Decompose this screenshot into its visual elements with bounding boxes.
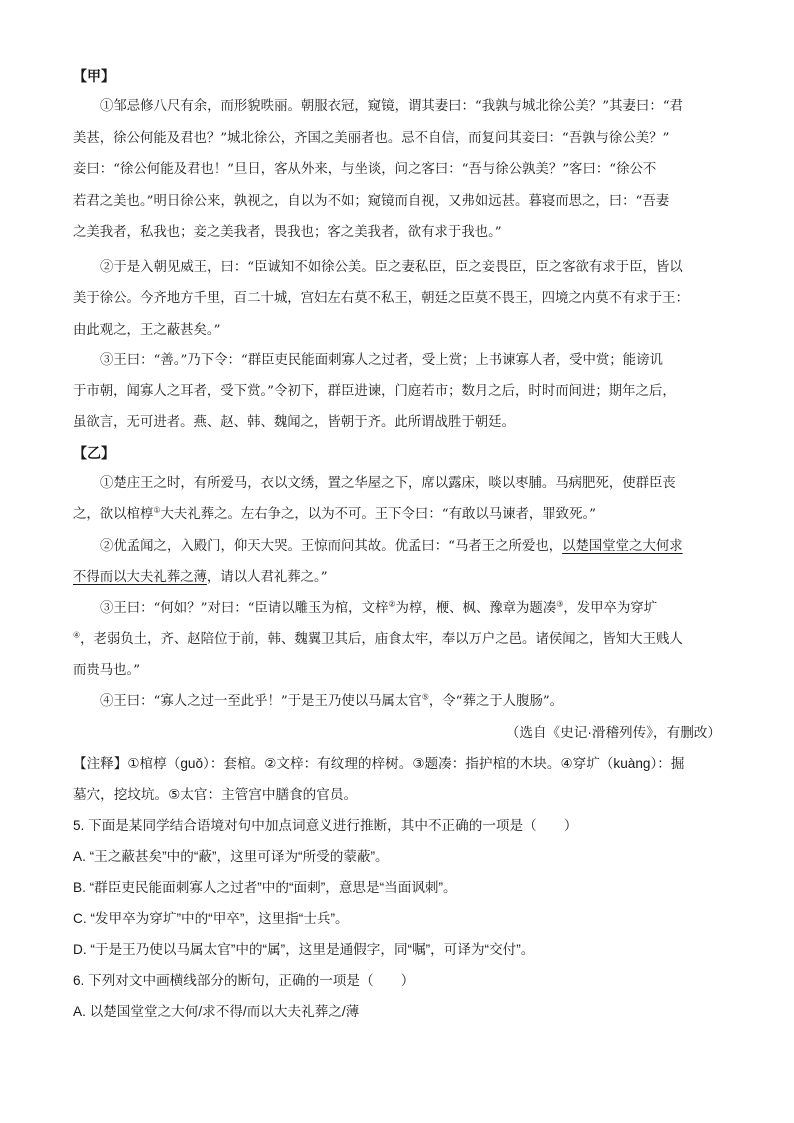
yi-text: ，发甲卒为穿圹 <box>563 601 658 616</box>
yi-text: ④王曰：“寡人之过一至此乎！”于是王乃使以马属太官 <box>100 694 422 709</box>
yi-p2-line <box>100 538 721 556</box>
yi-p3-line <box>100 600 721 618</box>
heading-yi: 【乙】 <box>73 446 115 462</box>
yi-text: ，令“葬之于人腹肠”。 <box>428 694 564 709</box>
yi-p3-line: 而贵马也。” <box>73 663 141 678</box>
jia-p2-line: 美于徐公。今齐地方千里，百二十城，宫妇左右莫不私王，朝廷之臣莫不畏王，四境之内莫不有求于王： <box>73 291 689 306</box>
jia-p1-line: 美甚，徐公何能及君也？”城北徐公，齐国之美丽者也。忌不自信，而复问其妾曰：“吾孰与徐公美？” <box>73 131 670 146</box>
jia-p2-line: 由此观之，王之蔽甚矣。” <box>73 323 221 338</box>
question-stem: 5. 下面是某同学结合语境对句中加点词意义进行推断，其中不正确的一项是（ ） <box>73 818 578 833</box>
yi-text: ③王曰：“何如？”对曰：“臣请以雕玉为棺，文梓 <box>100 601 389 616</box>
question-stem: 6. 下列对文中画横线部分的断句，正确的一项是（ ） <box>73 973 415 988</box>
yi-text: 大夫礼葬之。左右争之，以为不可。王下令曰：“有敢以马谏者，罪致死。” <box>160 507 597 522</box>
underlined-sentence: 不得而以大夫礼葬之薄 <box>73 570 207 585</box>
yi-p1-line <box>73 506 721 524</box>
heading-jia: 【甲】 <box>73 69 115 85</box>
jia-p3-line: 于市朝，闻寡人之耳者，受下赏。”令初下，群臣进谏，门庭若市；数月之后，时时而间进；期年之后， <box>73 384 676 399</box>
footnote-marker: ② <box>388 600 396 609</box>
yi-text: 为椁，楩、枫、豫章为题凑 <box>395 601 557 616</box>
jia-p3-line: 虽欲言，无可进者。燕、赵、韩、魏闻之，皆朝于齐。此所谓战胜于朝廷。 <box>73 415 515 430</box>
option-b: B. “群臣吏民能面刺寡人之过者”中的“面刺”，意思是“当面讽刺”。 <box>73 880 457 895</box>
jia-p3-line: ③王曰：“善。”乃下令：“群臣吏民能面刺寡人之过者，受上赏；上书谏寡人者，受中赏；能谤讥 <box>100 353 663 368</box>
yi-p1-line: ①楚庄王之时，有所爱马，衣以文绣，置之华屋之下，席以露床，啖以枣脯。马病肥死，使群臣丧 <box>100 476 676 491</box>
jia-p1-line: 若君之美也。”明日徐公来，孰视之，自以为不如；窥镜而自视，又弗如远甚。暮寝而思之，曰：“吾妻 <box>73 194 670 209</box>
jia-p1-line: ①邹忌修八尺有余，而形貌昳丽。朝服衣冠，窥镜，谓其妻曰：“我孰与城北徐公美？”其妻曰：“君 <box>100 99 683 114</box>
yi-text: 之，欲以棺椁 <box>73 507 154 522</box>
underlined-sentence: 以楚国堂堂之大何求 <box>562 539 683 554</box>
notes-line: 墓穴，挖坟坑。⑤太官：主管宫中膳食的官员。 <box>73 787 358 802</box>
notes-line: 【注释】①棺椁（guǒ）：套棺。②文梓：有纹理的梓树。③题凑：指护棺的木块。④穿圹（kuàng）：掘 <box>73 756 685 771</box>
option-a: A. “王之蔽甚矣”中的“蔽”，这里可译为“所受的蒙蔽”。 <box>73 849 389 864</box>
yi-text: ②优孟闻之，入殿门，仰天大哭。王惊而问其故。优孟曰：“马者王之所爱也， <box>100 539 563 554</box>
footnote-marker: ③ <box>556 600 564 609</box>
yi-text: ，老弱负土，齐、赵陪位于前，韩、魏翼卫其后，庙食太牢，奉以万户之邑。诸侯闻之，皆知大王贱人 <box>80 632 683 647</box>
jia-p1-line: 妾曰：“徐公何能及君也！”旦日，客从外来，与坐谈，问之客曰：“吾与徐公孰美？”客曰：“徐公不 <box>73 162 657 177</box>
yi-p4-line <box>100 693 721 711</box>
jia-p1-line: 之美我者，私我也；妾之美我者，畏我也；客之美我者，欲有求于我也。” <box>73 225 502 240</box>
option-a: A. 以楚国堂堂之大何/求不得/而以大夫礼葬之/薄 <box>73 1004 360 1019</box>
jia-p2-line: ②于是入朝见威王，曰：“臣诚知不如徐公美。臣之妻私臣，臣之妾畏臣，臣之客欲有求于臣，皆以 <box>100 260 683 275</box>
footnote-marker: ④ <box>73 631 81 640</box>
yi-text: ，请以人君礼葬之。” <box>206 570 328 585</box>
yi-p2-line <box>73 569 721 587</box>
yi-p3-line <box>73 631 721 649</box>
footnote-marker: ⑤ <box>421 693 429 702</box>
option-c: C. “发甲卒为穿圹”中的“甲卒”，这里指“士兵”。 <box>73 911 349 926</box>
source-citation: （选自《史记·滑稽列传》，有删改） <box>505 725 721 740</box>
option-d: D. “于是王乃使以马属太官”中的“属”，这里是通假字，同“嘱”，可译为“交付”。 <box>73 942 535 957</box>
footnote-marker: ① <box>153 506 161 515</box>
